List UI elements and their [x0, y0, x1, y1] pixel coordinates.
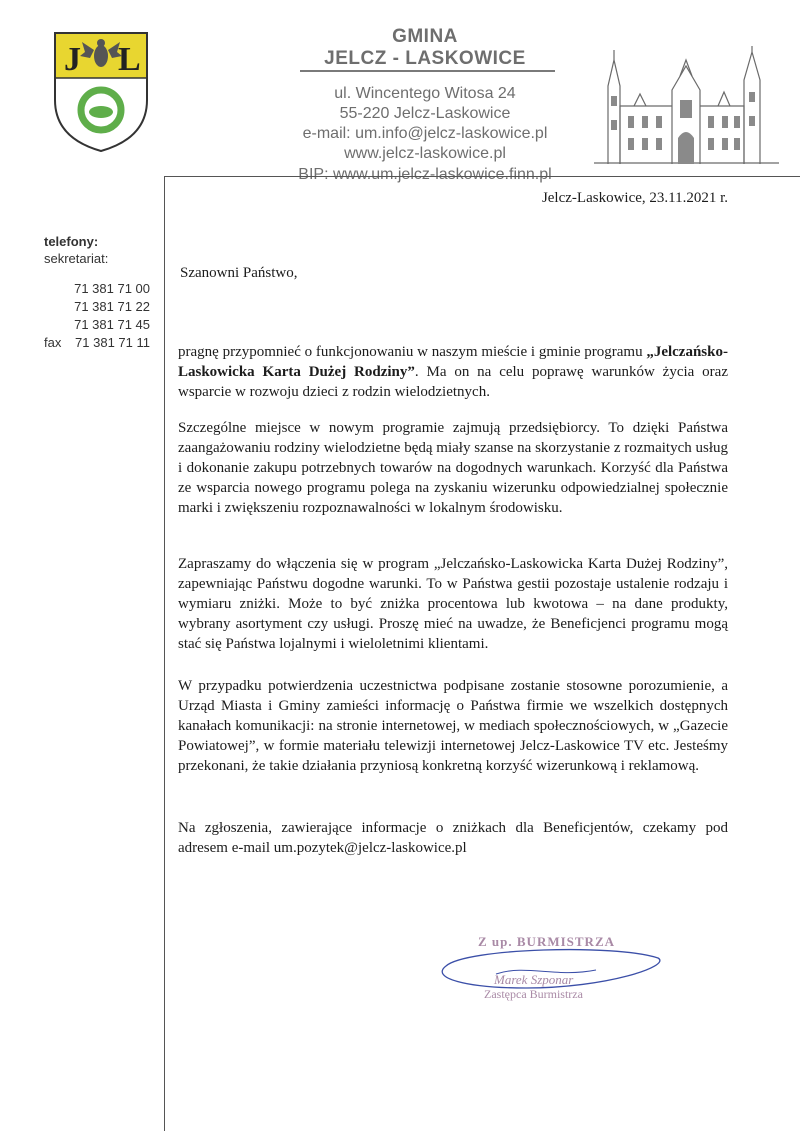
header-municipality-name: JELCZ - LASKOWICE — [324, 48, 526, 69]
secretariat-label: sekretariat: — [44, 251, 109, 266]
signatory-name: Marek Szponar — [494, 972, 574, 987]
castle-illustration — [594, 46, 779, 164]
address-bip: BIP: www.um.jelcz-laskowice.finn.pl — [298, 166, 552, 183]
address-website: www.jelcz-laskowice.pl — [344, 145, 506, 162]
paragraph-3: Zapraszamy do włączenia się w program „Jelczańsko-Laskowicka Karta Dużej Rodziny”, zapewniając Państwu dogodne warunki. To w Państwa gestii pozostaje ustalenie rodzaju i wymiaru zniżki. Może to być zniżka procentowa lub kwotowa – na dane produkty, wybrany asortyment czy usługi. Proszę mieć na uwadze, że Beneficjenci programu mogą stać się Państwa lojalnymi i wieloletnimi klientami. — [178, 556, 728, 652]
crest-letter-j: J — [64, 41, 81, 78]
fax-prefix: fax — [44, 335, 62, 350]
phone-number: 71 381 71 22 — [74, 299, 150, 314]
fax-number: 71 381 71 11 — [75, 335, 150, 350]
signatory-role: Zastępca Burmistrza — [484, 987, 583, 1001]
phone-list — [44, 280, 150, 352]
paragraph-4: W przypadku potwierdzenia uczestnictwa podpisane zostanie stosowne porozumienie, a Urząd Miasta i Gminy zamieści informację o Państwa firmie we wszelkich dostępnych kanałach komunikacji: na stronie internetowej, w mediach społecznościowych, w „Gazecie Powiatowej”, w formie materiału telewizji internetowej Jelcz-Laskowice TV etc. Jesteśmy przekonani, że takie działania przyniosą konkretną korzyść wizerunkową i reklamową. — [178, 678, 728, 774]
phone-number: 71 381 71 00 — [74, 281, 150, 296]
phone-row — [44, 298, 150, 316]
phone-number: 71 381 71 45 — [74, 317, 150, 332]
address-city: 55-220 Jelcz-Laskowice — [339, 105, 511, 122]
municipal-coat-of-arms-logo — [52, 30, 150, 154]
phone-row — [44, 316, 150, 334]
address-street: ul. Wincentego Witosa 24 — [334, 85, 516, 102]
paragraph-1-text-a: pragnę przypomnieć o funkcjonowaniu w naszym mieście i gminie programu — [178, 344, 647, 360]
header-underline — [300, 70, 555, 72]
phones-label: telefony: — [44, 234, 99, 249]
sidebar-divider — [164, 176, 165, 1131]
paragraph-1-text-b: . Ma on na celu poprawę warunków życia oraz wsparcie w rozwoju dzieci z rodzin wielodzietnych. — [178, 364, 728, 400]
stamp-on-behalf: Z up. BURMISTRZA — [478, 934, 616, 949]
salutation: Szanowni Państwo, — [180, 265, 298, 281]
program-name-bold: „Jelczańsko-Laskowicka Karta Dużej Rodziny” — [178, 344, 728, 380]
header-divider — [164, 176, 800, 177]
crest-letter-l: L — [118, 41, 141, 78]
address-email: e-mail: um.info@jelcz-laskowice.pl — [302, 125, 548, 142]
header-gmina: GMINA — [392, 26, 458, 47]
phone-row — [44, 280, 150, 298]
letter-date: Jelcz-Laskowice, 23.11.2021 r. — [541, 190, 728, 206]
paragraph-1 — [178, 342, 728, 402]
phone-row — [44, 334, 150, 352]
paragraph-5: Na zgłoszenia, zawierające informacje o zniżkach dla Beneficjentów, czekamy pod adresem e-mail um.pozytek@jelcz-laskowice.pl — [178, 820, 728, 856]
paragraph-2: Szczególne miejsce w nowym programie zajmują przedsiębiorcy. To dzięki Państwa zaangażowaniu rodziny wielodzietne będą miały szanse na skorzystanie z rozmaitych usług i dokonanie zakupu potrzebnych towarów na dogodnych warunkach. Korzyść dla Państwa ze wsparcia nowego programu polega na zyskaniu wizerunku odpowiedzialnej społecznie marki i zwiększeniu rozpoznawalności w lokalnym środowisku. — [178, 420, 728, 516]
